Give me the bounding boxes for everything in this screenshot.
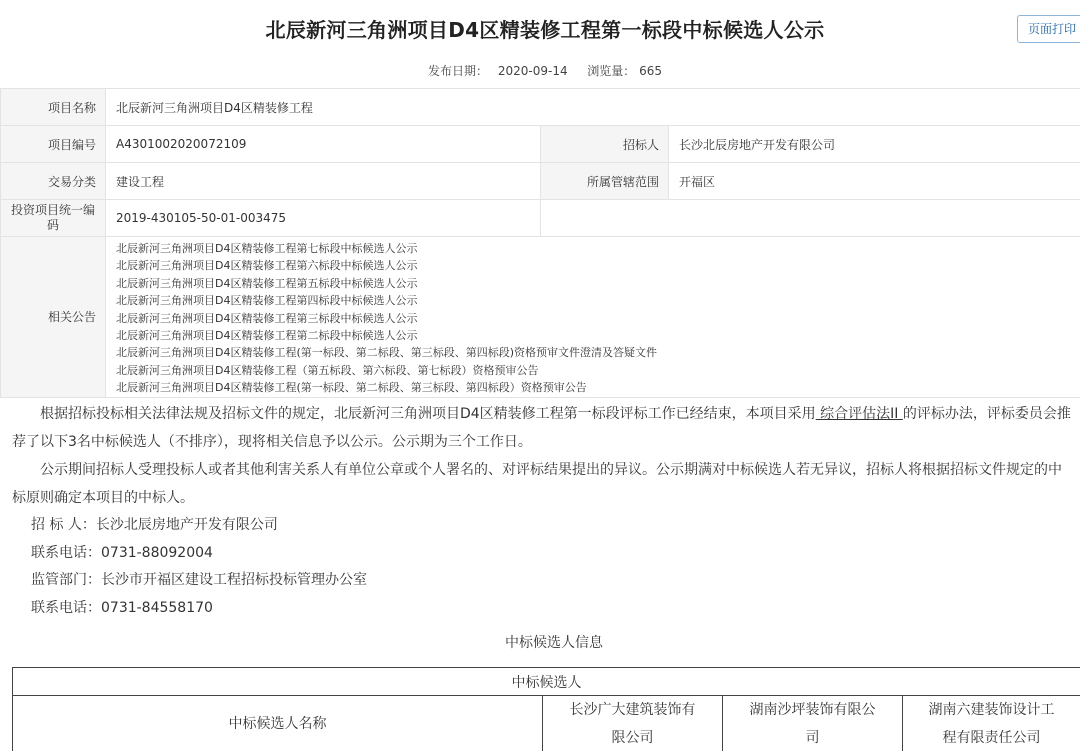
candidates-table (12, 667, 1080, 751)
supervisor-line: 监管部门：长沙市开福区建设工程招标投标管理办公室 (31, 572, 367, 588)
related-label: 相关公告 (1, 237, 106, 398)
related-link[interactable]: 北辰新河三角洲项目D4区精装修工程第七标段中标候选人公示 (116, 242, 418, 255)
jurisdiction-label: 所属管辖范围 (541, 163, 669, 200)
project-name-label: 项目名称 (1, 89, 106, 126)
print-button[interactable]: 页面打印 (1017, 15, 1080, 43)
candidate-name-line: 司 (805, 730, 820, 746)
publish-date-label: 发布日期： (428, 64, 489, 78)
views-count: 665 (639, 64, 662, 78)
info-row-project-code (1, 126, 1080, 163)
views-label: 浏览量： (587, 64, 636, 78)
invest-code-label-line-1: 投资项目统一编 (10, 203, 95, 217)
info-row-related (1, 237, 1080, 398)
candidates-section-title: 中标候选人信息 (505, 635, 603, 651)
tenderer-value: 长沙北辰房地产开发有限公司 (669, 126, 1080, 163)
candidate-name-label: 中标候选人名称 (13, 696, 543, 751)
related-link[interactable]: 北辰新河三角洲项目D4区精装修工程(第一标段、第二标段、第三标段、第四标段）资格预审公告 (116, 381, 587, 395)
paragraph-1 (12, 400, 1074, 456)
related-link[interactable]: 北辰新河三角洲项目D4区精装修工程第五标段中标候选人公示 (116, 276, 418, 290)
announcement-body (12, 400, 1074, 622)
candidate-name-line: 长沙广大建筑装饰有 (569, 702, 696, 718)
empty-cell (541, 200, 1080, 237)
info-row-project-name (1, 89, 1080, 126)
paragraph-1-part-a: 根据招标投标相关法律法规及招标文件的规定，北辰新河三角洲项目D4区精装修工程第一标段评标工作已经结束，本项目采用 (40, 406, 816, 422)
candidate-name (723, 696, 903, 751)
paragraph-1-part-b: 的评标办法，评标委员会推荐了以下3名中标候选人（不排序），现将相关信息予以公示。公示期为三个工作日。 (12, 406, 1071, 450)
candidate-name-line: 程有限责任公司 (942, 730, 1041, 746)
tenderer-label: 招标人 (541, 126, 669, 163)
candidates-header-row (13, 668, 1080, 696)
paragraph-2: 公示期间招标人受理投标人或者其他利害关系人有单位公章或个人署名的、对评标结果提出的异议。公示期满对中标候选人若无异议，招标人将根据招标文件规定的中标原则确定本项目的中标人。 (12, 462, 1062, 506)
project-info-table (0, 88, 1080, 398)
publish-meta (0, 62, 1080, 79)
related-announcements (106, 237, 1080, 398)
trade-type-value: 建设工程 (106, 163, 541, 200)
evaluation-method: 综合评估法II (815, 406, 903, 422)
candidate-name (903, 696, 1080, 751)
related-link[interactable]: 北辰新河三角洲项目D4区精装修工程第四标段中标候选人公示 (116, 294, 418, 308)
invest-code-label-line-2: 码 (46, 218, 59, 232)
tenderer-line: 招 标 人：长沙北辰房地产开发有限公司 (31, 517, 278, 533)
candidate-name-line: 限公司 (611, 730, 654, 746)
page-title: 北辰新河三角洲项目D4区精装修工程第一标段中标候选人公示 (265, 18, 825, 42)
invest-code-label (1, 200, 106, 237)
jurisdiction-value: 开福区 (669, 163, 1080, 200)
candidates-name-row (13, 696, 1080, 751)
invest-code-value: 2019-430105-50-01-003475 (106, 200, 541, 237)
info-row-invest-code (1, 200, 1080, 237)
candidate-name (543, 696, 723, 751)
related-link[interactable]: 北辰新河三角洲项目D4区精装修工程第二标段中标候选人公示 (116, 329, 418, 343)
candidate-name-line: 湖南沙坪装饰有限公 (749, 702, 876, 718)
candidates-header: 中标候选人 (13, 668, 1080, 696)
project-name-value: 北辰新河三角洲项目D4区精装修工程 (106, 89, 1080, 126)
info-row-trade-type (1, 163, 1080, 200)
related-link[interactable]: 北辰新河三角洲项目D4区精装修工程（第五标段、第六标段、第七标段）资格预审公告 (116, 363, 539, 377)
project-code-value: A4301002020072109 (106, 126, 541, 163)
project-code-label: 项目编号 (1, 126, 106, 163)
candidate-name-line: 湖南六建装饰设计工 (928, 702, 1055, 718)
related-link[interactable]: 北辰新河三角洲项目D4区精装修工程第六标段中标候选人公示 (116, 259, 418, 273)
related-link[interactable]: 北辰新河三角洲项目D4区精装修工程(第一标段、第二标段、第三标段、第四标段)资格预审文件澄清及答疑文件 (116, 346, 658, 360)
phone-line-1: 联系电话：0731-88092004 (31, 544, 213, 561)
phone-line-2: 联系电话：0731-84558170 (31, 599, 213, 616)
related-link[interactable]: 北辰新河三角洲项目D4区精装修工程第三标段中标候选人公示 (116, 311, 418, 325)
trade-type-label: 交易分类 (1, 163, 106, 200)
publish-date: 2020-09-14 (497, 64, 568, 78)
